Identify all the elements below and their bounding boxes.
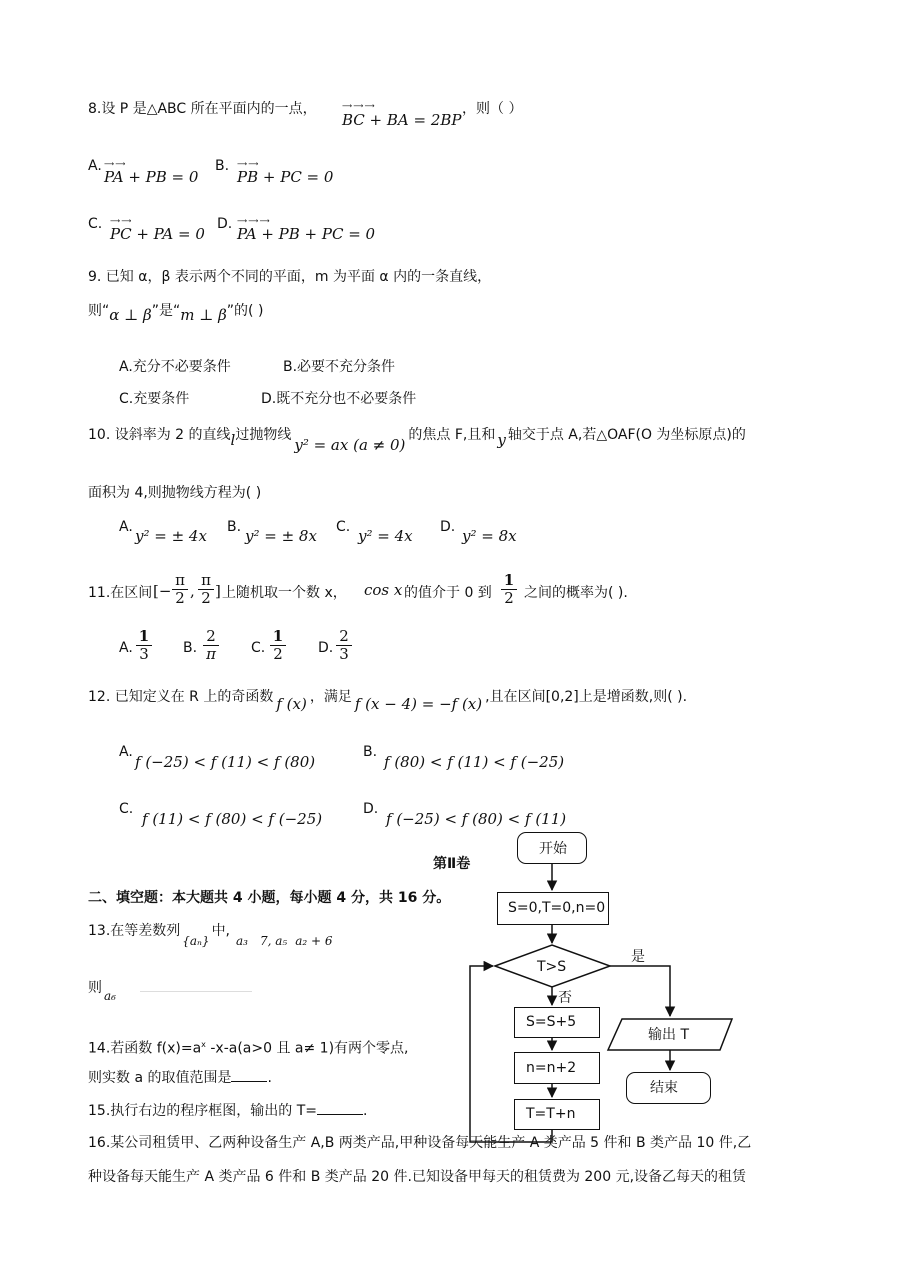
q8-option-a: PA + PB = 0 <box>104 168 199 186</box>
flowchart-step-t: T=T+n <box>514 1099 600 1130</box>
q10-option-c-label: C. <box>336 519 351 535</box>
q12-option-c: f (11) < f (80) < f (−25) <box>142 810 323 828</box>
q9-option-b: B.必要不充分条件 <box>283 359 396 375</box>
q11-mid: 上随机取一个数 x， <box>222 585 347 601</box>
q12-option-d-label: D. <box>363 801 379 817</box>
flowchart-start: 开始 <box>517 832 587 864</box>
q11-option-b: 2 π <box>202 628 220 663</box>
q10-option-d: y² = 8x <box>462 527 517 545</box>
q11-pi-2: π <box>201 571 211 589</box>
q12-option-c-label: C. <box>119 801 134 817</box>
q11-option-b-label: B. <box>183 640 198 656</box>
q8-option-d: PA + PB + PC = 0 <box>237 225 376 243</box>
flowchart-init: S=0,T=0,n=0 <box>497 892 609 925</box>
flowchart-end: 结束 <box>626 1072 711 1104</box>
q11-cos: cos x <box>364 581 403 599</box>
q11-suffix: 之间的概率为( ). <box>524 585 628 601</box>
q11-interval-open: [− <box>153 582 172 600</box>
q8-option-b-label: B. <box>215 158 230 174</box>
q11-option-c: 1 2 <box>269 628 287 663</box>
q11-option-d: 2 3 <box>335 628 353 663</box>
part-two-heading: 第Ⅱ卷 <box>433 856 471 872</box>
flowchart-step-s: S=S+5 <box>514 1007 600 1038</box>
q10-line1: 10. 设斜率为 2 的直线l过抛物线y² = ax (a ≠ 0)的焦点 F,且和 y 轴交于点 A,若△OAF(O 为坐标原点)的 <box>88 427 746 454</box>
q10-option-b-label: B. <box>227 519 242 535</box>
q8-b-arrows: ⟶ ⟶ <box>237 160 258 168</box>
q10-option-b: y² = ± 8x <box>245 527 317 545</box>
q12-line1: 12. 已知定义在 R 上的奇函数 f (x) ，满足 f (x − 4) = −f (x) ,且在区间[0,2]上是增函数,则( ). <box>88 689 688 713</box>
q16-line2: 种设备每天能生产 A 类产品 6 件和 B 类产品 20 件.已知设备甲每天的租赁费为 200 元,设备乙每天的租赁 <box>88 1169 747 1185</box>
q12-option-a: f (−25) < f (11) < f (80) <box>135 753 316 771</box>
q16-line1: 16.某公司租赁甲、乙两种设备生产 A,B 两类产品,甲种设备每天能生产 A 类产品 5 件和 B 类产品 10 件,乙 <box>88 1135 752 1151</box>
q11-two: 2 <box>175 589 185 607</box>
q11-prefix: 11.在区间 <box>88 585 153 601</box>
q8-equation: BC + BA = 2BP <box>342 111 462 129</box>
q8-c-arrows: ⟶ ⟶ <box>110 217 131 225</box>
q12-option-a-label: A. <box>119 744 133 760</box>
q11-pi: π <box>175 571 185 589</box>
q11-mid2: 的值介于 0 到 <box>404 585 492 601</box>
q9-line1: 9. 已知 α，β 表示两个不同的平面，m 为平面 α 内的一条直线， <box>88 269 492 285</box>
q11-comma: , <box>190 582 195 600</box>
q8-a-arrows: ⟶ ⟶ <box>104 160 125 168</box>
q11-interval-close: ] <box>215 582 221 600</box>
q13-line1: 13.在等差数列{aₙ}中,a₃ 7, a₅ a₂ + 6 <box>88 923 333 948</box>
q9-option-d: D.既不充分也不必要条件 <box>261 391 417 407</box>
q9-option-a: A.充分不必要条件 <box>119 359 231 375</box>
q8-option-a-label: A. <box>88 158 102 174</box>
q9-line2: 则“α ⊥ β”是“m ⊥ β”的( ) <box>88 303 264 324</box>
q8-option-c: PC + PA = 0 <box>110 225 205 243</box>
flowchart-no-label: 否 <box>558 990 572 1006</box>
q12-option-b: f (80) < f (11) < f (−25) <box>384 753 565 771</box>
q11-option-a-label: A. <box>119 640 133 656</box>
q11-two-3: 2 <box>504 589 514 607</box>
section-two-heading: 二、填空题：本大题共 4 小题，每小题 4 分，共 16 分。 <box>88 890 451 906</box>
q11-one: 1 <box>503 571 515 589</box>
q14-line2: 则实数 a 的取值范围是 . <box>88 1070 272 1086</box>
q12-option-d: f (−25) < f (80) < f (11) <box>386 810 567 828</box>
q10-line2: 面积为 4,则抛物线方程为( ) <box>88 485 262 501</box>
q10-option-d-label: D. <box>440 519 456 535</box>
q10-option-a-label: A. <box>119 519 133 535</box>
flowchart-output: 输出 T <box>648 1027 690 1043</box>
q12-option-b-label: B. <box>363 744 378 760</box>
q8-stem: 8.设 P 是△ABC 所在平面内的一点， <box>88 101 317 117</box>
q11-option-c-label: C. <box>251 640 266 656</box>
q8-tail: ，则（ ） <box>462 101 523 117</box>
q8-option-d-label: D. <box>217 216 233 232</box>
q10-option-c: y² = 4x <box>358 527 413 545</box>
flowchart-step-n: n=n+2 <box>514 1052 600 1084</box>
q11-two-2: 2 <box>201 589 211 607</box>
q15-line: 15.执行右边的程序框图，输出的 T= . <box>88 1103 368 1119</box>
q8-option-b: PB + PC = 0 <box>237 168 334 186</box>
q11-option-d-label: D. <box>318 640 334 656</box>
q8-vector-arrows: ⟶ ⟶ ⟶ <box>342 102 375 110</box>
q13-line2: 则 a₆ <box>88 979 252 997</box>
q9-option-c: C.充要条件 <box>119 391 190 407</box>
q11-option-a: 1 3 <box>135 628 153 663</box>
flowchart-yes-label: 是 <box>631 949 645 965</box>
q8-option-c-label: C. <box>88 216 103 232</box>
flowchart-condition: T>S <box>537 959 567 975</box>
q14-line1: 14.若函数 $f(x)=a^x$ -x-a(a>0 且 a≠ 1)有两个零点, <box>88 1040 409 1057</box>
q10-option-a: y² = ± 4x <box>135 527 207 545</box>
q8-d-arrows: ⟶ ⟶ ⟶ <box>237 217 270 225</box>
